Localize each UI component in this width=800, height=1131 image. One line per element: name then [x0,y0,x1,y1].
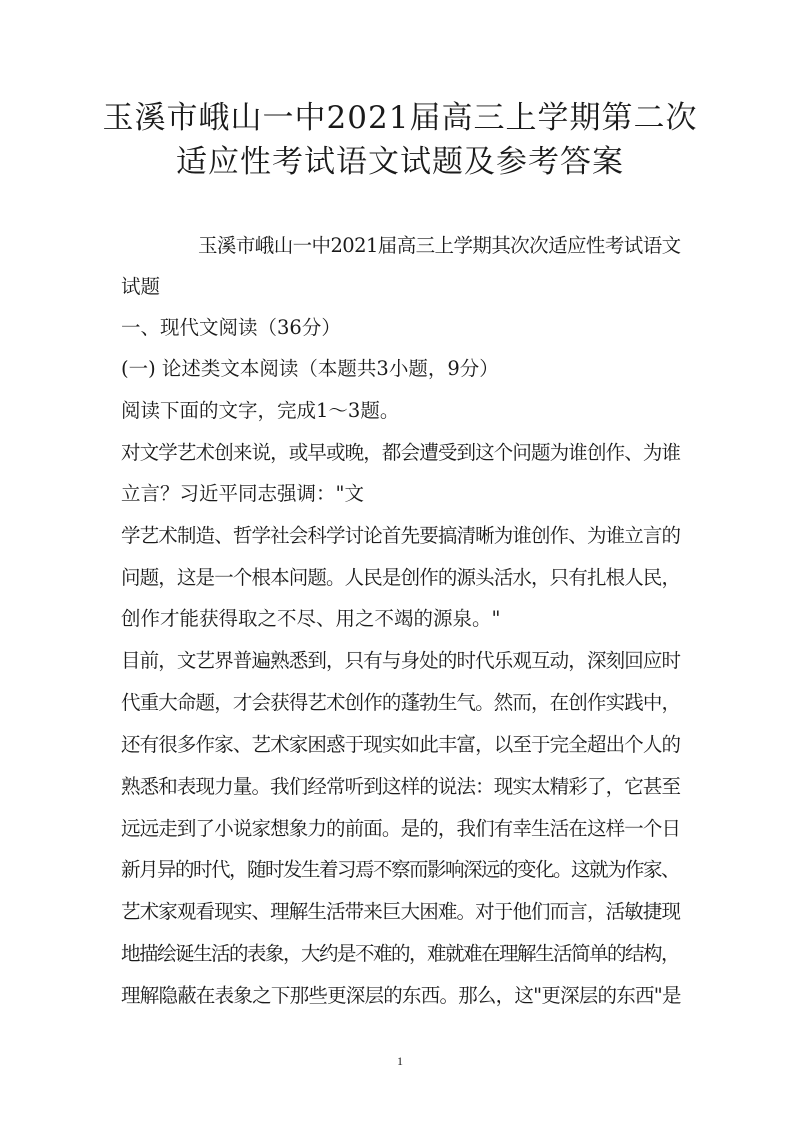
paragraph-line: 学艺术制造、哲学社会科学讨论首先要搞清晰为谁创作、为谁立言的 [121,524,681,547]
paragraph-line: 远远走到了小说家想象力的前面。是的，我们有幸生活在这样一个日 [121,817,681,840]
paragraph-line: 立言？习近平同志强调："文 [121,482,364,505]
paragraph-line: 对文学艺术创来说，或早或晚，都会遭受到这个问题为谁创作、为谁 [121,441,681,464]
document-title-line-1: 玉溪市峨山一中2021届高三上学期第二次 [102,100,698,136]
paragraph-line: 艺术家观看现实、理解生活带来巨大困难。对于他们而言，活敏捷现 [121,900,681,923]
instruction-line: 阅读下面的文字，完成1～3题。 [121,399,400,422]
document-title-line-2: 适应性考试语文试题及参考答案 [176,144,624,180]
paragraph-line: 地描绘诞生活的表象，大约是不难的，难就难在理解生活简单的结构， [121,942,680,965]
paragraph-line: 还有很多作家、艺术家困惑于现实如此丰富，以至于完全超出个人的 [121,733,681,756]
section-heading: 一、现代文阅读（36分） [121,316,341,339]
paragraph-line: 新月异的时代，随时发生着习焉不察而影响深远的变化。这就为作家、 [121,858,680,881]
paragraph-line: 问题，这是一个根本问题。人民是创作的源头活水，只有扎根人民， [121,566,681,589]
paragraph-line: 目前，文艺界普遍熟悉到，只有与身处的时代乐观互动，深刻回应时 [121,649,681,672]
paragraph-line: 试题 [121,275,161,298]
paragraph-line: 熟悉和表现力量。我们经常听到这样的说法：现实太精彩了，它甚至 [121,775,681,798]
paragraph-line: 理解隐蔽在表象之下那些更深层的东西。那么，这"更深层的东西"是 [121,984,681,1007]
paragraph-line: 玉溪市峨山一中2021届高三上学期其次次适应性考试语文 [198,234,681,257]
paragraph-line: 代重大命题，才会获得艺术创作的蓬勃生气。然而，在创作实践中， [121,691,681,714]
subsection-heading: (一) 论述类文本阅读（本题共3小题，9分） [121,357,499,380]
page-number: 1 [397,1054,403,1068]
paragraph-line: 创作才能获得取之不尽、用之不竭的源泉。" [121,607,501,630]
